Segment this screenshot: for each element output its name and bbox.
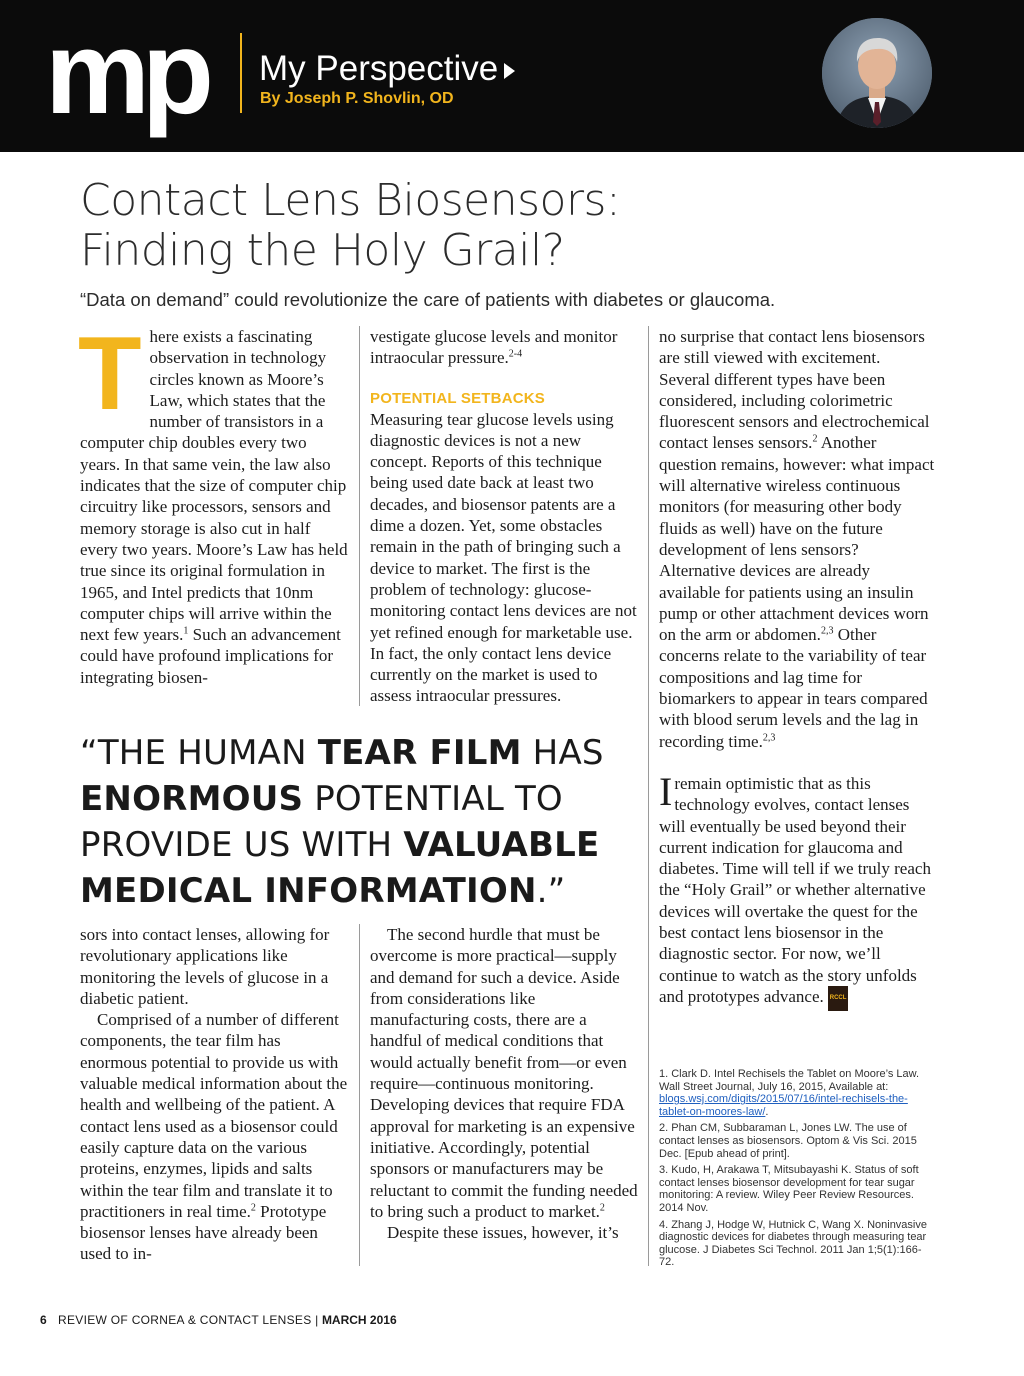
references-list xyxy=(659,1068,931,1273)
paragraph-text: no surprise that contact lens biosensors are still viewed with excitement. Several different types have been considered, including colorimetric fluorescent sensors and electrochemical contact lenses sensors. xyxy=(659,327,930,453)
article-title xyxy=(80,176,980,276)
quote-text: HAS xyxy=(521,733,604,773)
paragraph-text: Such an advancement could have profound implications for integrating biosen- xyxy=(80,625,341,687)
paragraph xyxy=(370,326,638,369)
pull-quote xyxy=(80,730,640,914)
column-rule xyxy=(359,924,360,1266)
author-byline: By Joseph P. Shovlin, OD xyxy=(260,90,454,107)
issue-date: MARCH 2016 xyxy=(321,1313,397,1327)
department-title xyxy=(259,50,515,88)
paragraph-text: Prototype biosensor lenses have already been used to in- xyxy=(80,1201,327,1264)
initial-cap: I xyxy=(659,768,673,814)
author-photo xyxy=(822,18,932,128)
column-3 xyxy=(659,326,935,1011)
quote-text: “THE HUMAN xyxy=(80,733,318,773)
paragraph-text: Other concerns relate to the variability of tear compositions and lag time for biomarkers to appear in tears compared with blood serum levels and the lag in recording time. xyxy=(659,625,928,751)
mp-logo: mp xyxy=(45,7,206,139)
department-label: My Perspective xyxy=(259,49,499,88)
quote-emphasis: VALUABLE MEDICAL INFORMATION xyxy=(80,825,600,911)
paragraph-text: The second hurdle that must be overcome is more practical—supply and demand for such a device. Aside from considerations like manufacturing costs, there are a handful of medical conditions that would actually benefit from—or even require—continuous monitoring. Developing devices that require FDA approval for marketing is an expensive initiative. Accordingly, potential sponsors or manufacturers may be reluctant to commit the funding needed to bring such a product to market. xyxy=(370,925,638,1221)
column-1-bottom xyxy=(80,924,348,1265)
paragraph: sors into contact lenses, allowing for revolutionary applications like monitoring the levels of glucose in a diabetic patient. xyxy=(80,925,330,1008)
quote-emphasis: ENORMOUS xyxy=(80,779,304,819)
title-line: Contact Lens Biosensors: xyxy=(80,175,621,226)
article-subtitle: “Data on demand” could revolutionize the care of patients with diabetes or glaucoma. xyxy=(80,289,776,310)
department-header xyxy=(0,0,1024,152)
paragraph-text: vestigate glucose levels and monitor intraocular pressure. xyxy=(370,327,618,368)
reference-marker: 2-4 xyxy=(508,348,523,360)
section-heading: POTENTIAL SETBACKS xyxy=(370,389,546,407)
quote-text: .” xyxy=(536,871,566,911)
reference-item: 2. Phan CM, Subbaraman L, Jones LW. The use of contact lenses as biosensors. Optom & Vis Sci. 2015 Dec. [Epub ahead of print]. xyxy=(659,1122,917,1160)
paragraph-text: here exists a fascinating observation in technology circles known as Moore’s Law, which states that the number of transistors in a computer chip doubles every two years. In that same vein, the law also indicates that the size of computer chip circuitry like processors, sensors and memory storage is also cut in half every two years. Moore’s Law has held true since its original formulation in 1965, and Intel predicts that 10nm computer chips will arrive within the next few years. xyxy=(80,327,348,645)
paragraph xyxy=(78,316,348,688)
paragraph xyxy=(659,768,935,1011)
reference-link[interactable]: blogs.wsj.com/digits/2015/07/16/intel-rechisels-the-tablet-on-moores-law/ xyxy=(659,1093,908,1118)
reference-marker: 2,3 xyxy=(820,625,834,637)
paragraph xyxy=(80,1009,348,1265)
title-line: Finding the Holy Grail? xyxy=(80,225,565,276)
reference-item: 3. Kudo, H, Arakawa T, Mitsubayashi K. Status of soft contact lenses biosensor development for tear sugar monitoring: A review. Wiley Peer Review Resources. 2014 Nov. xyxy=(659,1164,919,1214)
paragraph xyxy=(659,326,935,752)
reference-marker: 2 xyxy=(599,1202,605,1214)
reference-marker: 1 xyxy=(183,625,189,637)
page-footer xyxy=(40,1313,397,1327)
paragraph: Measuring tear glucose levels using diagnostic devices is not a new concept. Reports of this technique being used date back at least two decades, and biosensor patents are a dime a dozen. Yet, some obstacles remain in the path of bringing such a device to market. The first is the problem of technology: glucose-monitoring contact lens devices are not yet refined enough for marketable use. In fact, the only contact lens device currently on the market is used to assess intraocular pressures. xyxy=(370,409,637,706)
reference-item: 4. Zhang J, Hodge W, Hutnick C, Wang X. Noninvasive diagnostic devices for diabetes through measuring tear glucose. J Diabetes Sci Technol. 2011 Jan 1;5(1):166-72. xyxy=(659,1218,927,1269)
paragraph xyxy=(370,924,638,1222)
reference-text: 1. Clark D. Intel Rechisels the Tablet on Moore’s Law. Wall Street Journal, July 16, 2015, Available at: xyxy=(659,1068,920,1093)
quote-emphasis: TEAR FILM xyxy=(317,733,522,773)
header-divider xyxy=(240,33,242,113)
arrow-right-icon xyxy=(504,63,515,79)
paragraph-text: Another question remains, however: what impact will alternative wireless continuous monitors (for measuring other body fluids as well) have on the future development of lens sensors? Alternative devices are already available for patients using an insulin pump or other attachment devices worn on the arm or abdomen. xyxy=(659,433,935,645)
reference-marker: 2 xyxy=(812,433,818,445)
page-number: 6 xyxy=(40,1313,47,1327)
publication-name: REVIEW OF CORNEA & CONTACT LENSES | xyxy=(58,1313,319,1327)
reference-item xyxy=(659,1068,931,1118)
drop-cap: T xyxy=(78,316,142,432)
column-2-top xyxy=(370,326,638,707)
paragraph: Despite these issues, however, it’s xyxy=(387,1223,619,1243)
paragraph-text: Comprised of a number of different components, the tear film has enormous potential to provide us with valuable medical information about the health and wellbeing of the patient. A contact lens used as a biosensor could easily capture data on the various proteins, enzymes, lipids and salts within the tear film and translate it to practitioners in real time. xyxy=(80,1010,348,1221)
column-1-top xyxy=(78,316,348,688)
reference-text: . xyxy=(765,1105,769,1118)
end-mark-logo: RCCL xyxy=(828,986,849,1011)
paragraph-text: remain optimistic that as this technology evolves, contact lenses will eventually be used beyond their current indication for glaucoma and diabetes. Time will tell if we truly reach the “Holy Grail” or whether alternative devices will overtake the quest for the best contact lens biosensor in the diagnostic sector. For now, we’ll continue to watch as the story unfolds and prototypes advance. xyxy=(659,773,931,1006)
reference-marker: 2 xyxy=(250,1202,256,1214)
column-rule xyxy=(359,326,360,706)
reference-marker: 2,3 xyxy=(762,731,776,743)
quote-text: POTENTIAL TO PROVIDE US WITH xyxy=(80,779,563,865)
column-2-bottom xyxy=(370,924,638,1243)
column-rule xyxy=(648,326,649,1266)
